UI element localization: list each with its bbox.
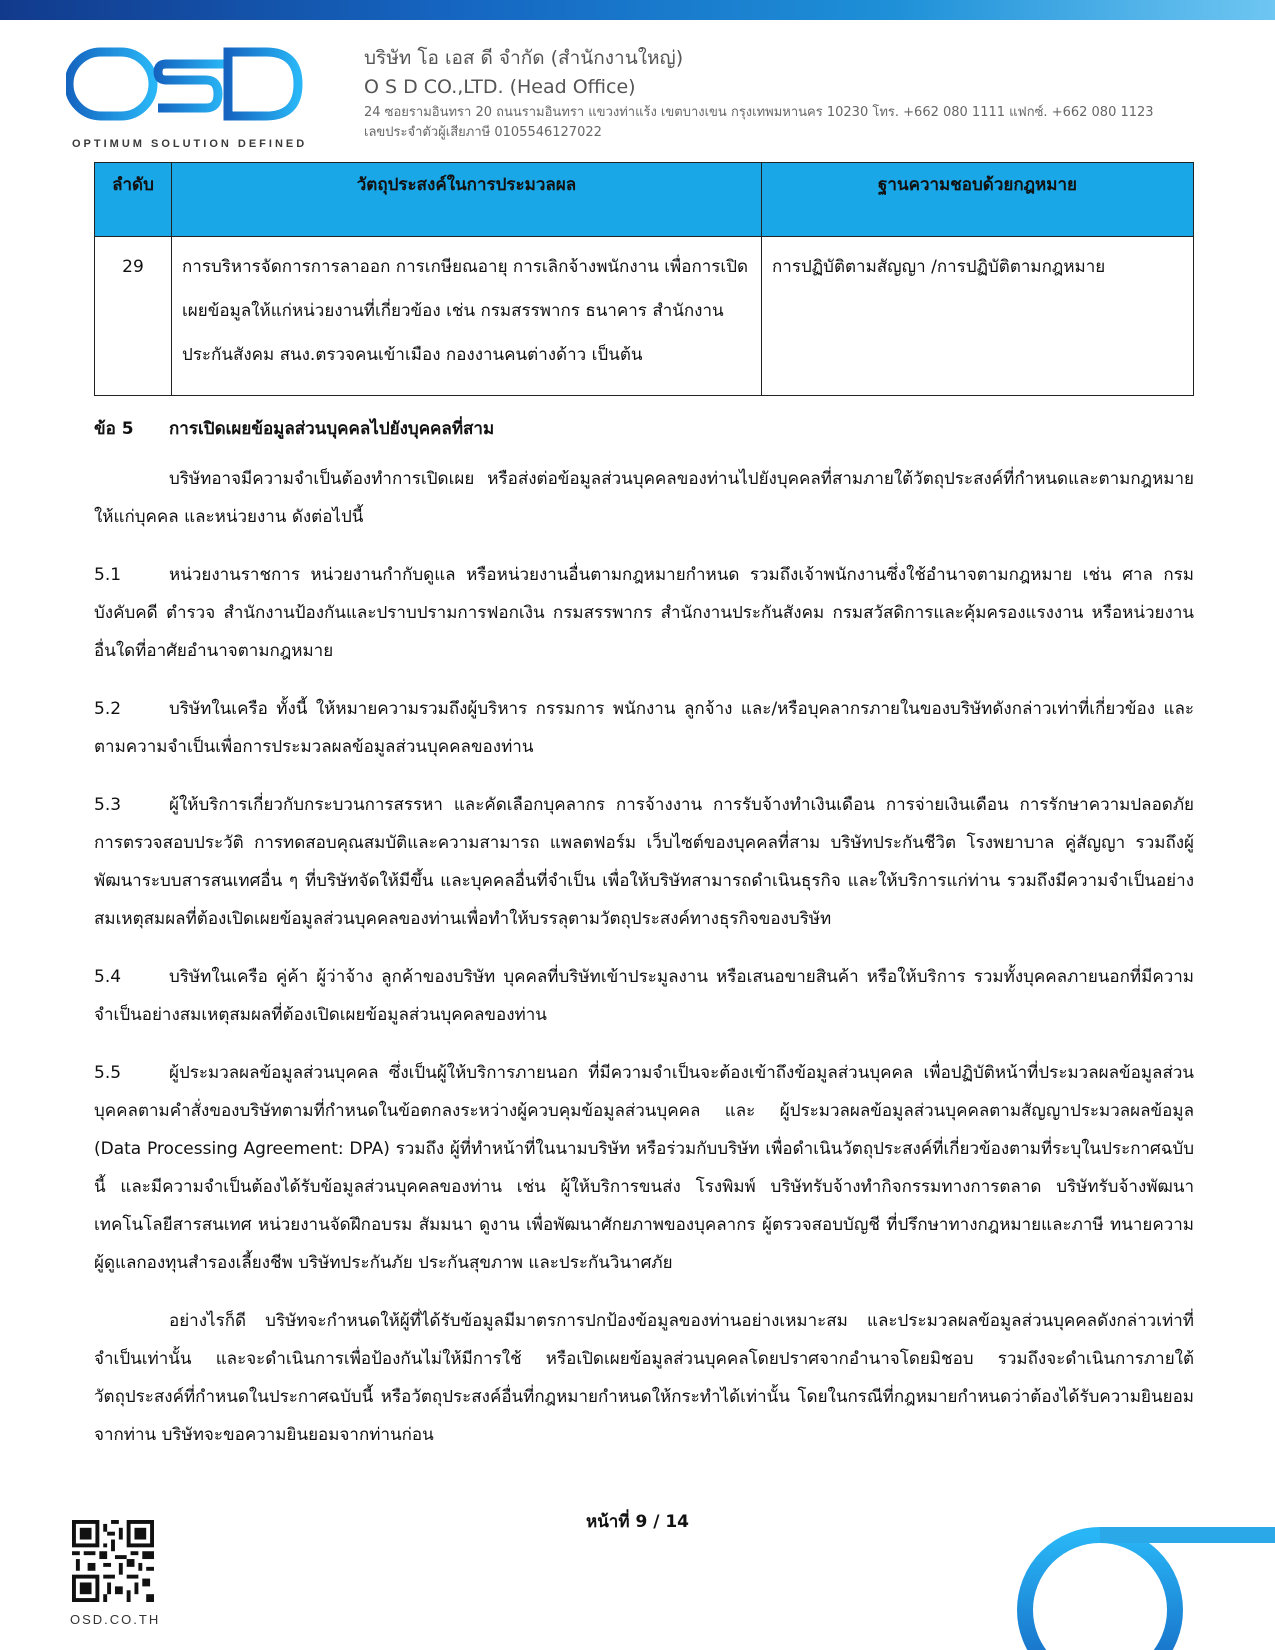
section-heading [94,410,1194,448]
list-item [94,786,1194,938]
list-item [94,556,1194,670]
company-name-th: บริษัท โอ เอส ดี จำกัด (สำนักงานใหญ่) [364,47,684,69]
company-name-en: O S D CO.,LTD. (Head Office) [364,76,636,98]
item-number: 5.4 [94,967,122,987]
table-row [95,237,1194,396]
top-gradient-bar [0,0,1275,20]
header-no: ลำดับ [95,163,172,237]
table-header-row [95,163,1194,237]
purpose-table [94,162,1194,396]
item-number: 5.2 [94,699,122,719]
qr-code-icon [72,1520,154,1602]
item-number: 5.3 [94,795,122,815]
row-legal-basis: การปฏิบัติตามสัญญา /การปฏิบัติตามกฎหมาย [762,237,1194,396]
section-intro: บริษัทอาจมีความจำเป็นต้องทำการเปิดเผย หรือส่งต่อข้อมูลส่วนบุคคลของท่านไปยังบุคคลที่สามภายใต้วัตถุประสงค์ที่กำหนดและตามกฎหมายให้แก่บุคคล และหน่วยงาน ดังต่อไปนี้ [94,469,1194,527]
row-no: 29 [95,237,172,396]
item-number: 5.5 [94,1063,122,1083]
company-info [364,44,1154,142]
item-text: ผู้ประมวลผลข้อมูลส่วนบุคคล ซึ่งเป็นผู้ให้บริการภายนอก ที่มีความจำเป็นจะต้องเข้าถึงข้อมูลส่วนบุคคล เพื่อปฏิบัติหน้าที่ประมวลผลข้อมูลส่วนบุคคลตามคำสั่งของบริษัทตามที่กำหนดในข้อตกลงระหว่างผู้ควบคุมข้อมูลส่วนบุคคล และ ผู้ประมวลผลข้อมูลส่วนบุคคลตามสัญญาประมวลผลข้อมูล (Data Processing Agreement: DPA) รวมถึง ผู้ที่ทำหน้าที่ในนามบริษัท หรือร่วมกับบริษัท เพื่อดำเนินวัตถุประสงค์ที่เกี่ยวข้องตามที่ระบุในประกาศฉบับนี้ และมีความจำเป็นต้องได้รับข้อมูลส่วนบุคคลของท่าน เช่น ผู้ให้บริการขนส่ง โรงพิมพ์ บริษัทรับจ้างทำกิจกรรมทางการตลาด บริษัทรับจ้างพัฒนาเทคโนโลยีสารสนเทศ หน่วยงานจัดฝึกอบรม สัมมนา ดูงาน เพื่อพัฒนาศักยภาพของบุคลากร ผู้ตรวจสอบบัญชี ที่ปรึกษาทางกฎหมายและภาษี ทนายความ ผู้ดูแลกองทุนสำรองเลี้ยงชีพ บริษัทประกันภัย ประกันสุขภาพ และประกันวินาศภัย [94,1063,1194,1273]
item-text: บริษัทในเครือ ทั้งนี้ ให้หมายความรวมถึงผู้บริหาร กรรมการ พนักงาน ลูกจ้าง และ/หรือบุคลากรภายในของบริษัทดังกล่าวเท่าที่เกี่ยวข้อง และตามความจำเป็นเพื่อการประมวลผลข้อมูลส่วนบุคคลของท่าน [94,699,1194,757]
row-purpose: การบริหารจัดการการลาออก การเกษียณอายุ การเลิกจ้างพนักงาน เพื่อการเปิดเผยข้อมูลให้แก่หน่วยงานที่เกี่ยวข้อง เช่น กรมสรรพากร ธนาคาร สำนักงานประกันสังคม สนง.ตรวจคนเข้าเมือง กองงานคนต่างด้าว เป็นต้น [172,237,762,396]
page-number: หน้าที่ 9 / 14 [585,1512,690,1532]
item-text: หน่วยงานราชการ หน่วยงานกำกับดูแล หรือหน่วยงานอื่นตามกฎหมายกำหนด รวมถึงเจ้าพนักงานซึ่งใช้อำนาจตามกฎหมาย เช่น ศาล กรมบังคับคดี ตำรวจ สำนักงานป้องกันและปราบปรามการฟอกเงิน กรมสรรพากร สำนักงานประกันสังคม กรมสวัสดิการและคุ้มครองแรงงาน หรือหน่วยงานอื่นใดที่อาศัยอำนาจตามกฎหมาย [94,565,1194,661]
section-5 [94,410,1194,1474]
decorative-ring-icon [1010,1505,1275,1650]
list-item [94,1054,1194,1282]
header-legal-basis: ฐานความชอบด้วยกฎหมาย [762,163,1194,237]
item-text: บริษัทในเครือ คู่ค้า ผู้ว่าจ้าง ลูกค้าของบริษัท บุคคลที่บริษัทเข้าประมูลงาน หรือเสนอขายสินค้า หรือให้บริการ รวมทั้งบุคคลภายนอกที่มีความจำเป็นอย่างสมเหตุสมผลที่ต้องเปิดเผยข้อมูลส่วนบุคคลของท่าน [94,967,1194,1025]
item-text: ผู้ให้บริการเกี่ยวกับกระบวนการสรรหา และคัดเลือกบุคลากร การจ้างงาน การรับจ้างทำเงินเดือน การจ่ายเงินเดือน การรักษาความปลอดภัย การตรวจสอบประวัติ การทดสอบคุณสมบัติและความสามารถ แพลตฟอร์ม เว็บไซต์ของบุคคลที่สาม บริษัทประกันชีวิต โรงพยาบาล คู่สัญญา รวมถึงผู้พัฒนาระบบสารสนเทศอื่น ๆ ที่บริษัทจัดให้มีขึ้น และบุคคลอื่นที่จำเป็น เพื่อให้บริษัทสามารถดำเนินธุรกิจ และให้บริการแก่ท่าน รวมถึงมีความจำเป็นอย่างสมเหตุสมผลที่ต้องเปิดเผยข้อมูลส่วนบุคคลของท่านเพื่อทำให้บรรลุตามวัตถุประสงค์ทางธุรกิจของบริษัท [94,795,1194,929]
item-number: 5.1 [94,565,122,585]
section-title: การเปิดเผยข้อมูลส่วนบุคคลไปยังบุคคลที่สาม [169,419,495,439]
company-address: 24 ซอยรามอินทรา 20 ถนนรามอินทรา แขวงท่าแร้ง เขตบางเขน กรุงเทพมหานคร 10230 โทร. +662 080 1111 แฟกซ์. +662 080 1123 [364,105,1154,120]
logo-tagline: OPTIMUM SOLUTION DEFINED [72,138,308,150]
company-tax-id: เลขประจำตัวผู้เสียภาษี 0105546127022 [364,125,602,140]
list-item [94,958,1194,1034]
section-number: ข้อ 5 [94,419,134,439]
list-item [94,690,1194,766]
header-purpose: วัตถุประสงค์ในการประมวลผล [172,163,762,237]
website-url: OSD.CO.TH [70,1612,161,1627]
section-closing: อย่างไรก็ดี บริษัทจะกำหนดให้ผู้ที่ได้รับข้อมูลมีมาตรการปกป้องข้อมูลของท่านอย่างเหมาะสม และประมวลผลข้อมูลส่วนบุคคลดังกล่าวเท่าที่จำเป็นเท่านั้น และจะดำเนินการเพื่อป้องกันไม่ให้มีการใช้ หรือเปิดเผยข้อมูลส่วนบุคคลโดยปราศจากอำนาจโดยมิชอบ รวมถึงจะดำเนินการภายใต้วัตถุประสงค์ที่กำหนดในประกาศฉบับนี้ หรือวัตถุประสงค์อื่นที่กฎหมายกำหนดให้กระทำได้เท่านั้น โดยในกรณีที่กฎหมายกำหนดว่าต้องได้รับความยินยอมจากท่าน บริษัทจะขอความยินยอมจากท่านก่อน [94,1311,1194,1445]
